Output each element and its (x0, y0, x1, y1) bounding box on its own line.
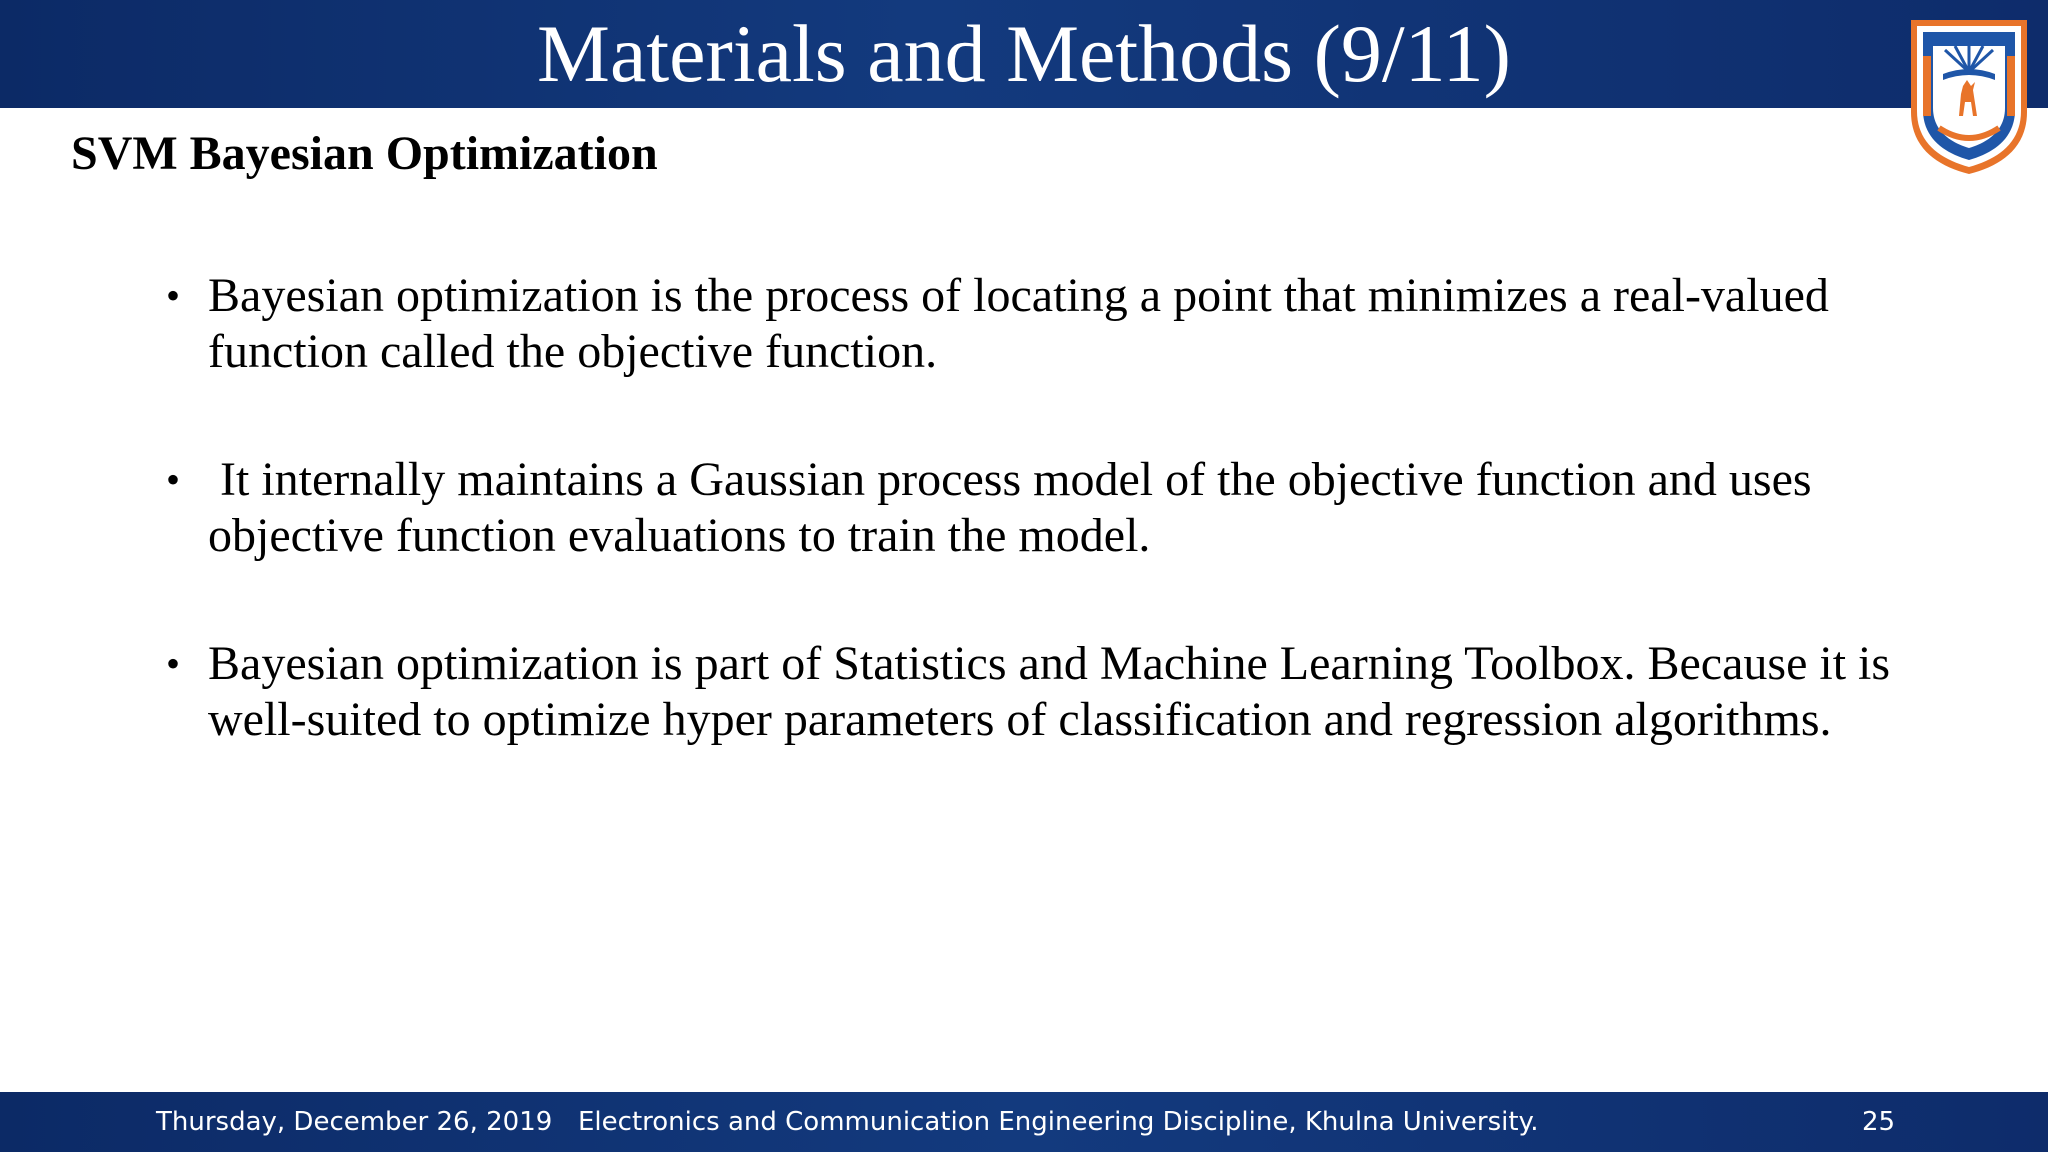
bullet-item (166, 268, 1966, 380)
footer-bar (0, 1092, 2048, 1152)
bullet-icon: • (166, 457, 181, 502)
bullet-text: Bayesian optimization is the process of locating a point that minimizes a real-valued function called the objective function. (208, 269, 1829, 378)
footer-organization: Electronics and Communication Engineering Discipline, Khulna University. (578, 1107, 1539, 1137)
section-heading: SVM Bayesian Optimization (71, 127, 658, 180)
bullet-icon: • (166, 641, 181, 686)
slide-title: Materials and Methods (9/11) (537, 8, 1511, 99)
university-logo-icon (1905, 16, 2033, 178)
footer-date: Thursday, December 26, 2019 (156, 1107, 553, 1137)
bullet-text: It internally maintains a Gaussian process model of the objective function and uses objective function evaluations to train the model. (208, 453, 1824, 562)
bullet-item (166, 636, 1966, 748)
bullet-icon: • (166, 273, 181, 318)
footer-page-number: 25 (1862, 1107, 1896, 1137)
bullet-text: Bayesian optimization is part of Statistics and Machine Learning Toolbox. Because it is well-suited to optimize hyper parameters of classification and regression algorithms. (208, 637, 1891, 746)
bullet-item (166, 452, 1966, 564)
bullet-list (166, 268, 1966, 820)
